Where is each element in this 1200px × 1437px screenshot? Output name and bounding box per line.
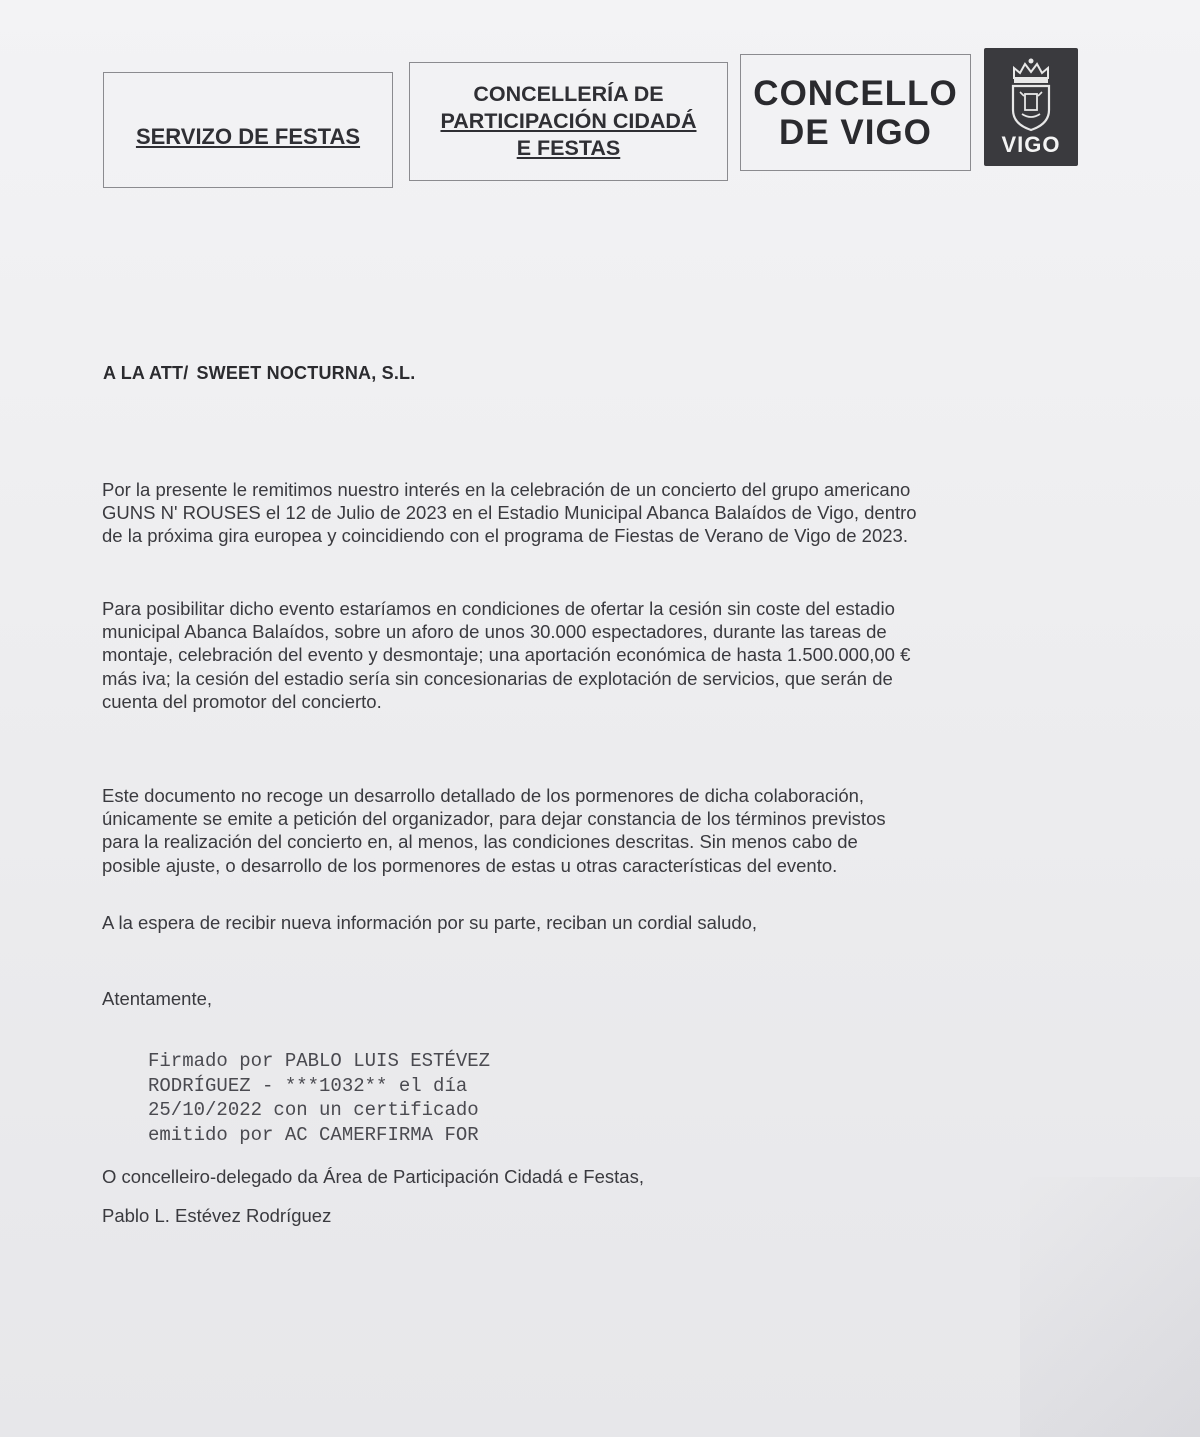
paragraph-greeting [102, 911, 1092, 934]
addressee-prefix: A LA ATT/ [103, 363, 189, 383]
text-line: A la espera de recibir nueva información por su parte, reciban un cordial saludo, [102, 912, 758, 933]
concelleria-line: CONCELLERÍA DE [473, 82, 664, 106]
text-line: cuenta del promotor del concierto. [102, 690, 382, 712]
servizo-title: SERVIZO DE FESTAS [135, 124, 361, 149]
closing: Atentamente, [102, 988, 213, 1009]
text-line: municipal Abanca Balaídos, sobre un aforo de unos 30.000 espectadores, durante las tareas de [102, 621, 887, 643]
header-box-concelleria [409, 62, 728, 181]
text-line: Para posibilitar dicho evento estaríamos en condiciones de ofertar la cesión sin coste del estadio [102, 598, 895, 619]
text-line: de la próxima gira europea y coincidiendo con el programa de Fiestas de Verano de Vigo de 2023. [102, 525, 908, 547]
logo-label: VIGO [1001, 132, 1061, 157]
text-line: únicamente se emite a petición del organizador, para dejar constancia de los términos previstos [102, 808, 886, 830]
paragraph-interest [102, 478, 1092, 548]
addressee-name: SWEET NOCTURNA, S.L. [196, 363, 416, 383]
signer-name: Pablo L. Estévez Rodríguez [102, 1205, 332, 1226]
concello-line: CONCELLO [753, 73, 958, 113]
text-line: para la realización del concierto en, al menos, las condiciones descritas. Sin menos cabo de [102, 831, 858, 853]
text-line: posible ajuste, o desarrollo de los pormenores de estas u otras características del evento. [102, 854, 838, 876]
concello-line: DE VIGO [779, 112, 932, 152]
text-line: Por la presente le remitimos nuestro interés en la celebración de un concierto del grupo americano [102, 479, 911, 500]
text-line: Este documento no recoge un desarrollo detallado de los pormenores de dicha colaboración, [102, 785, 865, 806]
digital-signature-block [148, 1049, 490, 1147]
concello-title [753, 74, 957, 152]
header-box-servizo [103, 72, 393, 188]
signature-line: emitido por AC CAMERFIRMA FOR [148, 1123, 479, 1146]
signature-line: 25/10/2022 con un certificado [148, 1099, 479, 1121]
signature-line: RODRÍGUEZ - ***1032** el día [148, 1074, 468, 1097]
signature-line: Firmado por PABLO LUIS ESTÉVEZ [148, 1050, 491, 1072]
signer-title: O concelleiro-delegado da Área de Participación Cidadá e Festas, [102, 1166, 644, 1187]
concelleria-line: PARTICIPACIÓN CIDADÁ [440, 109, 697, 133]
paragraph-disclaimer [102, 784, 1092, 877]
header-box-concello [740, 54, 971, 171]
text-line: GUNS N' ROUSES el 12 de Julio de 2023 en el Estadio Municipal Abanca Balaídos de Vigo, dentro [102, 502, 917, 524]
text-line: más iva; la cesión del estadio sería sin concesionarias de explotación de servicios, que serán de [102, 667, 893, 689]
concelleria-line: E FESTAS [516, 136, 621, 160]
paragraph-offer [102, 597, 1092, 713]
addressee [103, 363, 415, 384]
text-line: montaje, celebración del evento y desmontaje; una aportación económica de hasta 1.500.000,00 € [102, 644, 911, 666]
vigo-coat-of-arms-logo [984, 48, 1078, 166]
concelleria-title [440, 81, 696, 162]
